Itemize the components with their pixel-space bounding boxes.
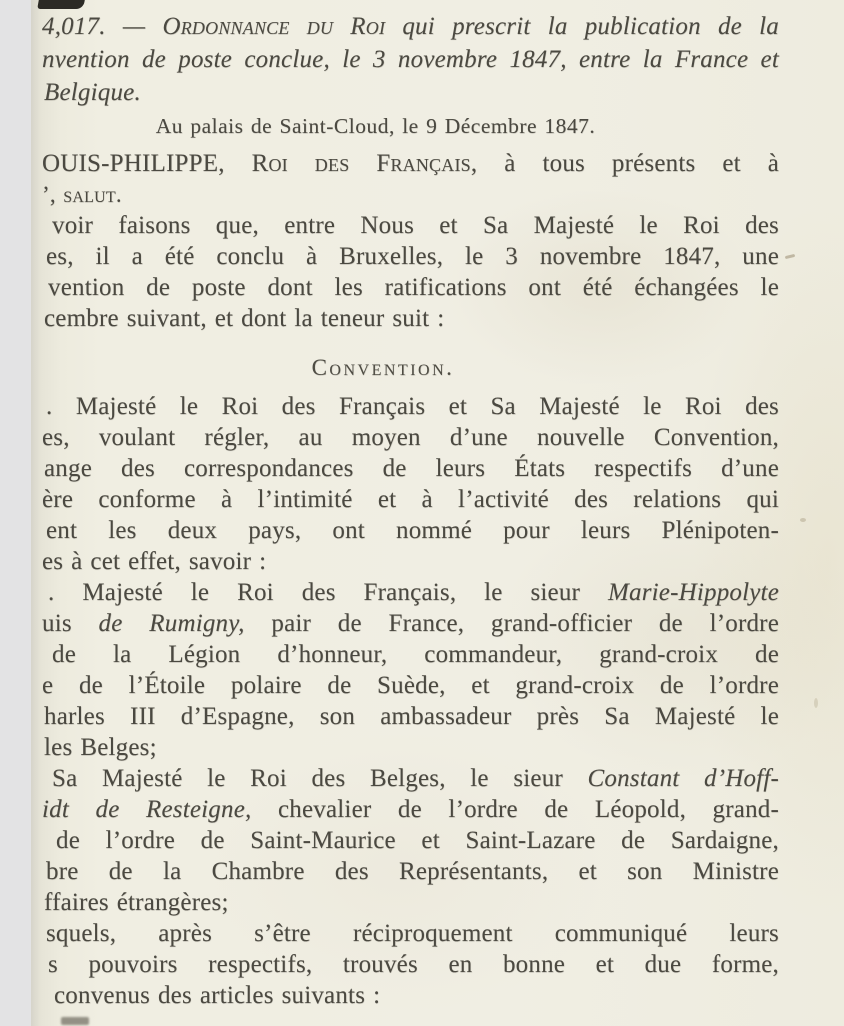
body-line xyxy=(42,391,779,422)
body-line xyxy=(42,918,779,949)
text-segment: cembre suivant, et dont la teneur suit : xyxy=(44,305,445,332)
text-segment: harles III d’Espagne, son ambassadeur près Sa Majesté le xyxy=(44,703,779,730)
text-segment: ère conforme à l’intimité et à l’activité des relations qui xyxy=(42,486,779,513)
text-segment: ent les deux pays, ont nommé pour leurs Plénipoten- xyxy=(46,517,779,544)
page-edge-mark xyxy=(37,0,85,9)
body-line xyxy=(42,887,779,918)
text-segment: nvention de poste conclue, le 3 novembre 1847, entre la France et xyxy=(42,46,779,73)
text-segment: les Belges; xyxy=(44,734,157,761)
body-line xyxy=(42,422,779,453)
body-line xyxy=(42,949,779,980)
text-segment: salut. xyxy=(63,182,122,207)
text-segment: de la Légion d’honneur, commandeur, grand-croix de xyxy=(52,641,779,668)
text-segment: Marie-Hippolyte xyxy=(607,579,779,606)
paper-speck xyxy=(814,698,818,708)
body-line xyxy=(42,546,779,577)
scanned-page xyxy=(31,0,844,1026)
body-line xyxy=(42,210,779,241)
ordinance-heading-line xyxy=(42,76,779,109)
text-segment: squels, après s’être réciproquement communiqué leurs xyxy=(46,920,779,947)
dateline xyxy=(42,113,709,139)
text-segment: Roi des Français xyxy=(251,150,471,177)
body-line xyxy=(42,856,779,887)
text-segment: Sa Majesté le Roi des Belges, le sieur xyxy=(52,765,588,792)
body-line xyxy=(42,701,779,732)
text-segment: de l’ordre de Saint-Maurice et Saint-Lazare de Sardaigne, xyxy=(56,827,779,854)
body-line xyxy=(42,763,779,794)
text-segment: Constant d’Hoff- xyxy=(587,765,780,792)
body-line xyxy=(42,608,779,639)
text-segment: . Majesté le Roi des Français, le sieur xyxy=(48,579,608,606)
body-line xyxy=(42,272,779,303)
text-segment: ange des correspondances de leurs États respectifs d’une xyxy=(44,455,779,482)
section-heading xyxy=(42,354,724,381)
text-block xyxy=(42,10,779,1011)
next-line-cut-mark xyxy=(61,1017,89,1025)
text-segment: voir faisons que, entre Nous et Sa Majesté le Roi des xyxy=(52,212,779,239)
text-segment: es, voulant régler, au moyen d’une nouvelle Convention, xyxy=(42,424,779,451)
text-segment: Ordonnance du Roi xyxy=(162,13,386,40)
ordinance-heading-line xyxy=(42,43,779,76)
text-segment: Au palais de Saint-Cloud, le 9 Décembre 1847. xyxy=(155,114,596,138)
paper-speck xyxy=(785,254,795,259)
body-line xyxy=(42,484,779,515)
body-line xyxy=(42,825,779,856)
body-line xyxy=(42,639,779,670)
body-line xyxy=(42,515,779,546)
body-line xyxy=(42,670,779,701)
body-line xyxy=(42,577,779,608)
text-segment: , à tous présents et à xyxy=(470,150,780,177)
text-segment: qui prescrit la publication de la xyxy=(385,13,779,40)
text-segment: vention de poste dont les ratifications ont été échangées le xyxy=(48,274,779,301)
text-segment: uis xyxy=(42,610,99,637)
body-line xyxy=(42,980,779,1011)
text-segment: Belgique. xyxy=(44,79,141,106)
text-segment: bre de la Chambre des Représentants, et son Ministre xyxy=(46,858,779,885)
text-segment: Convention. xyxy=(311,355,455,380)
royal-intitulation-line xyxy=(42,148,779,179)
text-segment: chevalier de l’ordre de Léopold, grand- xyxy=(251,796,779,823)
text-segment: e de l’Étoile polaire de Suède, et grand-croix de l’ordre xyxy=(42,672,779,699)
text-segment: es, il a été conclu à Bruxelles, le 3 novembre 1847, une xyxy=(46,243,779,270)
text-segment: s pouvoirs respectifs, trouvés en bonne et due forme, xyxy=(48,951,779,978)
text-segment: pair de France, grand-officier de l’ordre xyxy=(244,610,779,637)
salutation-line xyxy=(42,179,779,210)
text-segment: ’, xyxy=(42,182,64,207)
text-segment: convenus des articles suivants : xyxy=(54,982,381,1009)
text-segment: idt de Resteigne, xyxy=(42,796,252,823)
text-segment: es à cet effet, savoir : xyxy=(42,548,267,575)
paper-speck xyxy=(800,518,806,522)
text-segment: OUIS-PHILIPPE, xyxy=(42,150,252,177)
body-line xyxy=(42,794,779,825)
text-segment: ffaires étrangères; xyxy=(44,889,229,916)
body-line xyxy=(42,303,779,334)
text-segment: de Rumigny, xyxy=(98,610,245,637)
body-line xyxy=(42,453,779,484)
ordinance-heading-line xyxy=(42,10,779,43)
text-segment: . Majesté le Roi des Français et Sa Majesté le Roi des xyxy=(46,393,779,420)
body-line xyxy=(42,732,779,763)
body-line xyxy=(42,241,779,272)
text-segment: 4,017. — xyxy=(42,13,163,40)
